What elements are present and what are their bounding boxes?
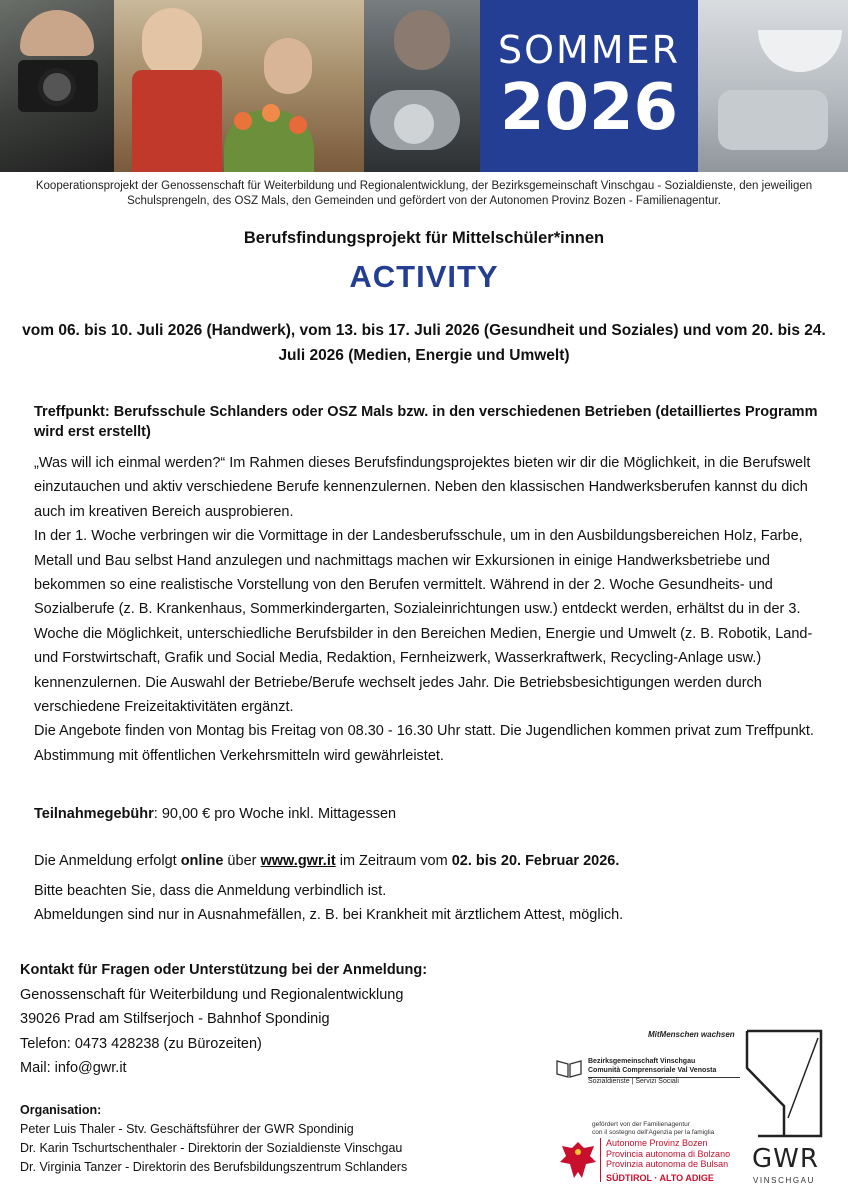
province-line-2: Provincia autonoma di Bolzano [606,1148,731,1159]
contact-address: 39026 Prad am Stilfserjoch - Bahnhof Spondinig [20,1011,330,1027]
project-subtitle: Berufsfindungsprojekt für Mittelschüler*innen [243,229,605,247]
organisation-block [20,1101,407,1177]
gwr-subtitle: VINSCHGAU [753,1176,815,1185]
province-separator [600,1138,601,1182]
book-icon [556,1058,582,1078]
description-weeks: In der 1. Woche verbringen wir die Vormittage in der Landesberufsschule, um in den Ausbildungsbereichen Holz, Farbe, Metall und Bau selbst Hand anzulegen und nachmittags machen wir Exkursionen in einige Handwerksbetriebe und bekommen so eine realistische Vorstellung von den Berufen vermittelt. Während in der 2. Woche Gesundheits- und Sozialberufe (z. B. Krankenhaus, Sommerkindergarten, Sozialeinrichtungen usw.) entdeckt werden, erhältst du in der 3. Woche die Möglichkeit, unterschiedliche Berufsbilder in den Bereichen Medien, Energie und Umwelt (z. B. Robotik, Land- und Forstwirtschaft, Grafik und Social Media, Redaktion, Fernheizwerk, Wasserkraftwerk, Recycling-Anlage usw.) kennenzulernen. Die Auswahl der Betriebe/Berufe wechselt jedes Jahr. Die Betriebsbesichtigungen werden durch verschiedene Freizeitaktivitäten ergänzt. [34,528,813,716]
organisation-heading: Organisation: [20,1103,102,1117]
photo-dental [698,0,848,172]
tagline: MitMenschen wachsen [648,1030,735,1039]
eagle-crest-icon [558,1138,598,1182]
registration-via: über [223,853,261,869]
photo-florists [114,0,364,172]
bzg-line-2: Comunità Comprensoriale Val Venosta [588,1066,717,1074]
gwr-name: GWR [752,1144,819,1174]
contact-heading: Kontakt für Fragen oder Unterstützung bei der Anmeldung: [20,962,428,978]
bzg-logo [556,1058,716,1087]
season-label: SOMMER [497,28,681,72]
sponsor-line-1: gefördert von der Familienagentur [592,1121,690,1128]
meeting-point: Treffpunkt: Berufsschule Schlanders oder OSZ Mals bzw. in den verschiedenen Betrieben (detailliertes Programm wird erst erstellt) [34,404,818,440]
registration-online: online [180,853,224,869]
province-line-1: Autonome Provinz Bozen [606,1138,708,1148]
description [34,451,824,768]
description-intro: „Was will ich einmal werden?“ Im Rahmen dieses Berufsfindungsprojektes bieten wir dir die Möglichkeit, in die Berufswelt einzutauchen und aktiv verschiedene Berufe kennenzulernen. Neben den klassischen Handwerksberufen kannst du dich auch im kreativen Bereich ausprobieren. [34,455,811,520]
registration-prefix: Die Anmeldung erfolgt [34,853,181,869]
description-times: Die Angebote finden von Montag bis Freitag von 08.30 - 16.30 Uhr statt. Die Jugendlichen kommen privat zum Treffpunkt. Abstimmung mit öffentlichen Verkehrsmitteln wird gewährleistet. [34,723,814,764]
registration-line [34,850,619,872]
contact-block [20,958,427,1081]
bzg-line-1: Bezirksgemeinschaft Vinschgau [588,1058,696,1065]
organisation-person: Peter Luis Thaler - Stv. Geschäftsführer der GWR Spondinig [20,1122,354,1136]
photo-metalwork [364,0,480,172]
logo-divider [588,1077,740,1078]
contact-phone: Telefon: 0473 428238 (zu Bürozeiten) [20,1035,262,1052]
gwr-logo-icon [744,1028,824,1140]
cooperation-text: Kooperationsprojekt der Genossenschaft für Weiterbildung und Regionalentwicklung, der Bezirksgemeinschaft Vinschgau - Sozialdienste, den jeweiligen Schulsprengeln, des OSZ Mals, den Gemeinden und gefördert von der Autonomen Provinz Bozen - Familienagentur. [35,180,813,207]
registration-link[interactable]: www.gwr.it [260,853,336,869]
project-dates: vom 06. bis 10. Juli 2026 (Handwerk), vom 13. bis 17. Juli 2026 (Gesundheit und Soziales) und vom 20. bis 24. Juli 2026 (Medien, Energie und Umwelt) [22,322,826,364]
binding-notice [34,879,623,927]
fee-line [34,803,396,825]
project-title: ACTIVITY [349,259,499,294]
photo-photographer [0,0,114,172]
season-badge [480,0,698,172]
organisation-person: Dr. Virginia Tanzer - Direktorin des Berufsbildungszentrum Schlanders [20,1160,408,1174]
sponsor-line-2: con il sostegno dell'Agenzia per la famiglia [592,1128,715,1136]
bzg-line-3: Sozialdienste | Servizi Sociali [588,1078,679,1085]
binding-line-2: Abmeldungen sind nur in Ausnahmefällen, z. B. bei Krankheit mit ärztlichem Attest, möglich. [34,907,624,923]
fee-label: Teilnahmegebühr [34,806,154,822]
contact-org: Genossenschaft für Weiterbildung und Regionalentwicklung [20,986,404,1003]
sponsor-text [592,1121,714,1136]
fee-value: : 90,00 € pro Woche inkl. Mittagessen [153,806,397,822]
header-banner [0,0,848,172]
registration-period: 02. bis 20. Februar 2026. [451,853,620,869]
province-line-4: SÜDTIROL · ALTO ADIGE [606,1172,714,1183]
province-line-3: Provinzia autonoma de Bulsan [606,1159,729,1169]
organisation-person: Dr. Karin Tschurtschenthaler - Direktorin der Sozialdienste Vinschgau [20,1141,403,1155]
binding-line-1: Bitte beachten Sie, dass die Anmeldung verbindlich ist. [34,883,387,899]
contact-mail: Mail: info@gwr.it [20,1060,127,1076]
registration-middle: im Zeitraum vom [335,853,452,869]
season-year: 2026 [499,71,679,145]
province-logo [606,1138,730,1183]
